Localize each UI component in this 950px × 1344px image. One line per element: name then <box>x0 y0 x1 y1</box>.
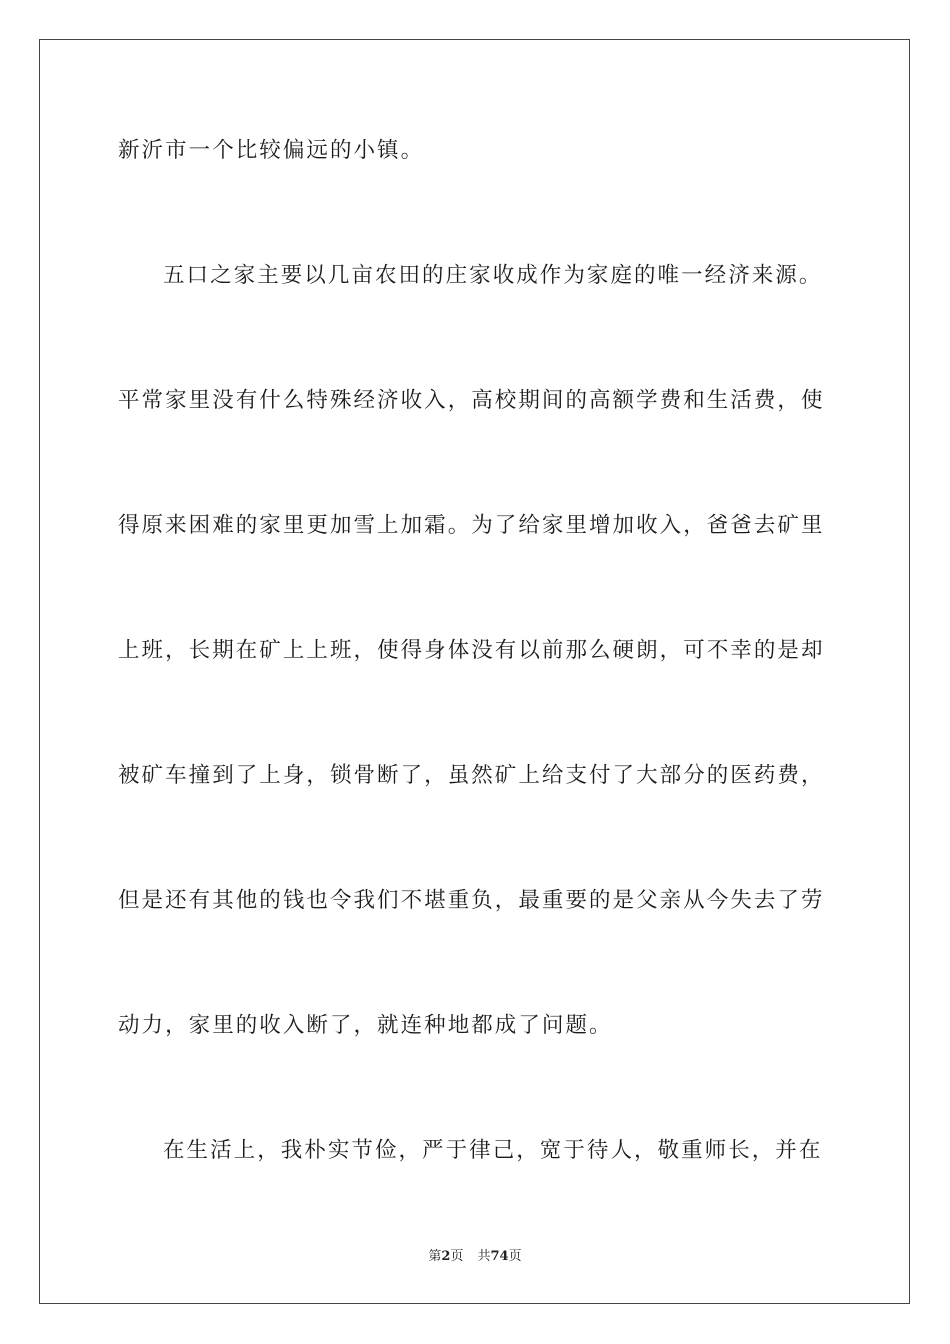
page-border <box>39 39 910 1304</box>
text-line-7: 但是还有其他的钱也令我们不堪重负，最重要的是父亲从今失去了劳 <box>118 888 825 913</box>
text-line-2: 五口之家主要以几亩农田的庄家收成作为家庭的唯一经济来源。 <box>163 263 823 288</box>
total-pages: 74 <box>490 1249 509 1264</box>
page-prefix: 第 <box>428 1249 442 1264</box>
text-line-3: 平常家里没有什么特殊经济收入，高校期间的高额学费和生活费，使 <box>118 388 825 413</box>
total-suffix: 页 <box>508 1249 522 1264</box>
text-line-5: 上班，长期在矿上上班，使得身体没有以前那么硬朗，可不幸的是却 <box>118 638 825 663</box>
page-footer <box>0 1248 950 1266</box>
page-suffix: 页 <box>450 1249 464 1264</box>
text-line-6: 被矿车撞到了上身，锁骨断了，虽然矿上给支付了大部分的医药费， <box>118 763 825 788</box>
text-line-9: 在生活上，我朴实节俭，严于律己，宽于待人，敬重师长，并在 <box>163 1138 823 1163</box>
total-prefix: 共 <box>477 1249 491 1264</box>
text-line-1: 新沂市一个比较偏远的小镇。 <box>118 138 425 163</box>
text-line-4: 得原来困难的家里更加雪上加霜。为了给家里增加收入，爸爸去矿里 <box>118 513 825 538</box>
page-number: 2 <box>441 1249 451 1264</box>
text-line-8: 动力，家里的收入断了，就连种地都成了问题。 <box>118 1013 613 1038</box>
